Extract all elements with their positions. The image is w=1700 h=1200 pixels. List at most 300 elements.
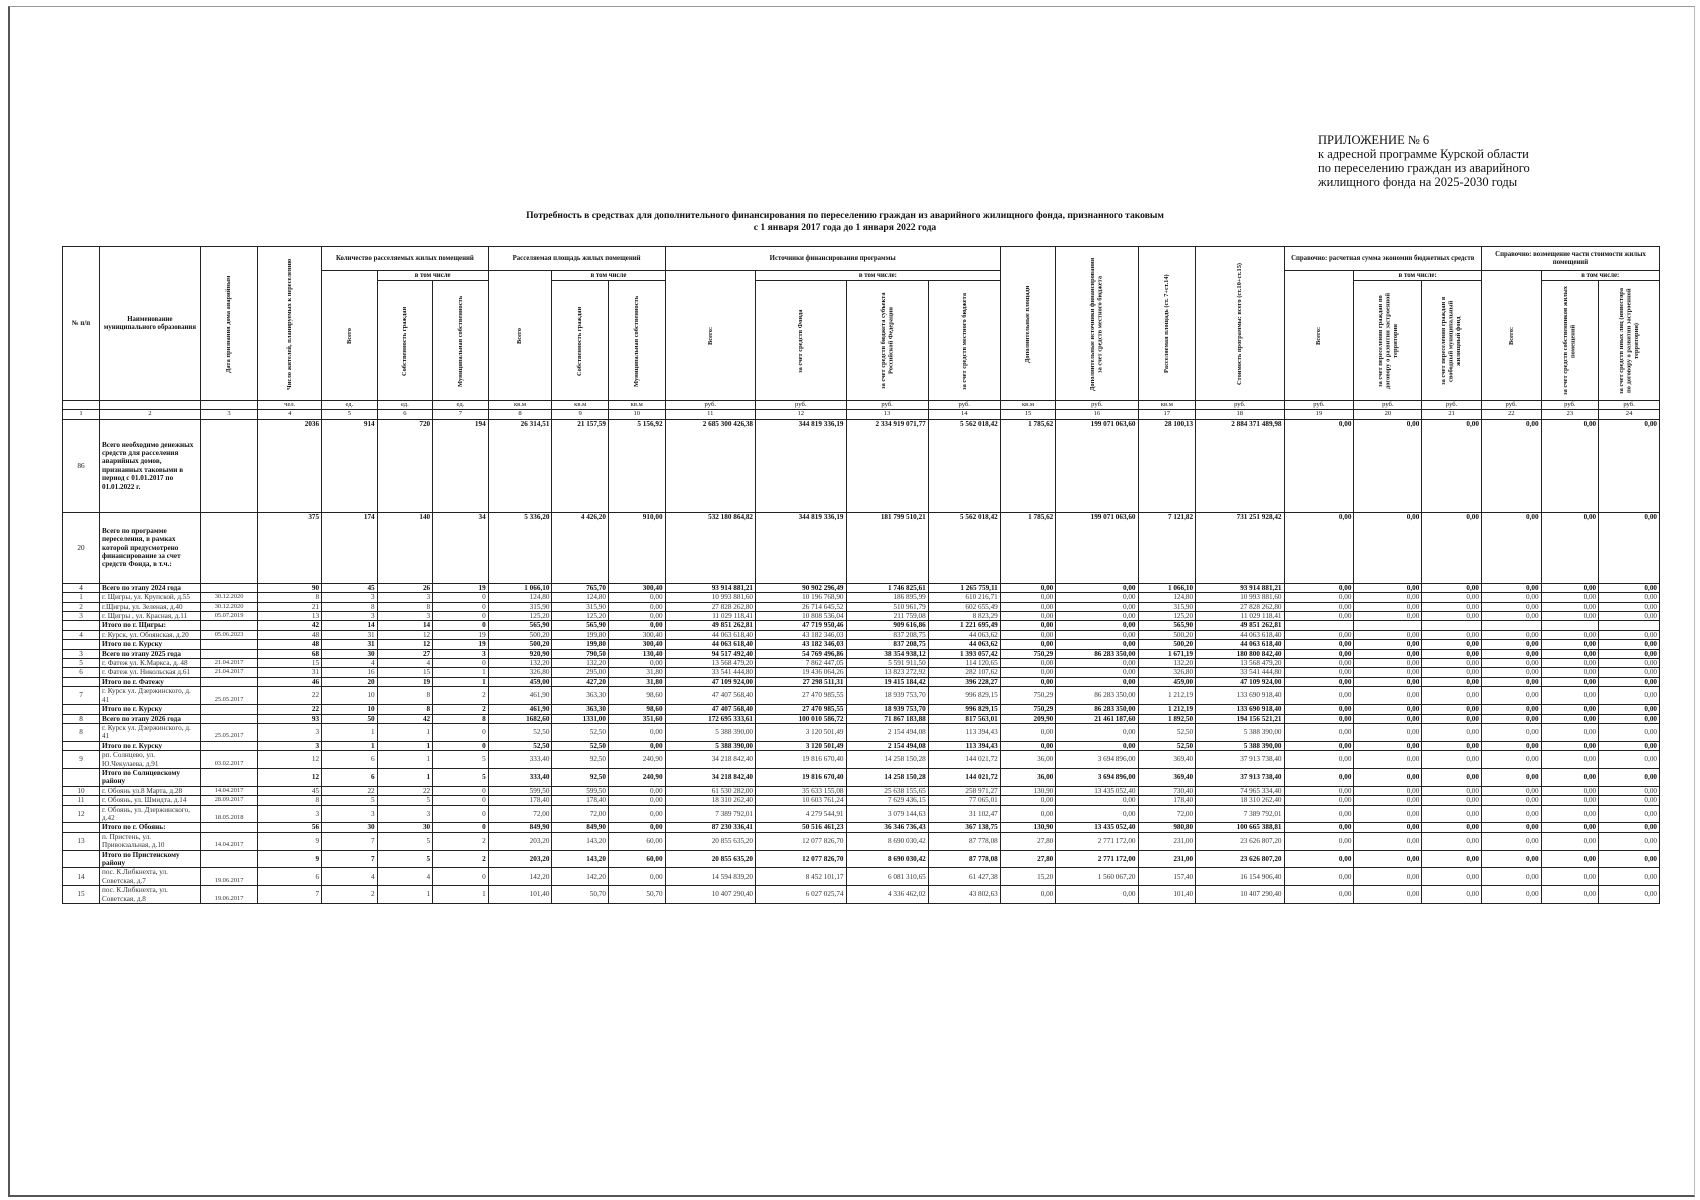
row-name-cell: п. Пристень, ул. Привокзальная, д.10 bbox=[100, 832, 201, 850]
row-value-cell: 8 bbox=[377, 602, 433, 611]
row-value-cell: 300,40 bbox=[608, 630, 665, 639]
row-value-cell: 0 bbox=[433, 805, 489, 823]
unit-cell: руб. bbox=[1599, 401, 1660, 410]
row-value-cell: 0,00 bbox=[1354, 630, 1422, 639]
row-value-cell: 0,00 bbox=[1354, 705, 1422, 714]
row-value-cell: 22 bbox=[322, 786, 378, 795]
row-date-cell: 21.04.2017 bbox=[200, 668, 258, 677]
row-value-cell: 56 bbox=[258, 823, 322, 832]
row-value-cell: 100 665 388,81 bbox=[1196, 823, 1284, 832]
row-value-cell: 0,00 bbox=[1541, 593, 1599, 602]
row-date-cell bbox=[200, 419, 258, 512]
row-value-cell: 47 109 924,00 bbox=[1196, 677, 1284, 686]
row-value-cell: 74 965 334,40 bbox=[1196, 786, 1284, 795]
appendix-line-3: по переселению граждан из аварийного bbox=[1318, 161, 1530, 175]
row-value-cell: 1 066,10 bbox=[1138, 583, 1196, 592]
row-value-cell: 26 bbox=[377, 583, 433, 592]
row-value-cell: 0,00 bbox=[1284, 768, 1354, 786]
row-value-cell: 0,00 bbox=[1599, 868, 1660, 886]
row-value-cell: 0,00 bbox=[1284, 640, 1354, 649]
row-value-cell: 31 bbox=[322, 630, 378, 639]
row-value-cell: 23 626 807,20 bbox=[1196, 850, 1284, 868]
row-value-cell: 0,00 bbox=[1599, 850, 1660, 868]
row-value-cell: 0,00 bbox=[1284, 832, 1354, 850]
row-value-cell: 599,50 bbox=[488, 786, 552, 795]
row-value-cell: 19 816 670,40 bbox=[756, 751, 846, 769]
row-value-cell: 0,00 bbox=[1599, 419, 1660, 512]
unit-cell: руб. bbox=[756, 401, 846, 410]
row-value-cell: 0,00 bbox=[608, 786, 665, 795]
row-value-cell: 2 bbox=[433, 832, 489, 850]
row-value-cell: 2 bbox=[433, 850, 489, 868]
column-number-cell: 17 bbox=[1138, 410, 1196, 419]
row-value-cell: 130,40 bbox=[608, 649, 665, 658]
row-value-cell: 0,00 bbox=[1422, 630, 1482, 639]
row-value-cell: 0 bbox=[433, 868, 489, 886]
row-value-cell: 26 314,51 bbox=[488, 419, 552, 512]
row-value-cell: 20 bbox=[322, 677, 378, 686]
row-value-cell: 93 914 881,21 bbox=[1196, 583, 1284, 592]
row-value-cell: 0,00 bbox=[1056, 677, 1138, 686]
row-value-cell: 0,00 bbox=[1599, 649, 1660, 658]
row-date-cell bbox=[200, 850, 258, 868]
row-value-cell: 0 bbox=[433, 602, 489, 611]
row-value-cell: 132,20 bbox=[488, 659, 552, 668]
row-value-cell: 34 bbox=[433, 512, 489, 583]
row-value-cell: 6 027 025,74 bbox=[756, 886, 846, 904]
unit-cell: чел. bbox=[258, 401, 322, 410]
unit-cell: руб. bbox=[846, 401, 928, 410]
row-date-cell bbox=[200, 823, 258, 832]
row-value-cell: 43 802,63 bbox=[928, 886, 1000, 904]
row-value-cell: 5 bbox=[433, 768, 489, 786]
column-number-cell: 24 bbox=[1599, 410, 1660, 419]
row-value-cell: 98,60 bbox=[608, 687, 665, 705]
row-value-cell: 178,40 bbox=[1138, 796, 1196, 805]
row-value-cell: 48 bbox=[258, 630, 322, 639]
row-value-cell: 427,20 bbox=[552, 677, 609, 686]
column-number-cell: 13 bbox=[846, 410, 928, 419]
row-value-cell: 0,00 bbox=[1481, 659, 1541, 668]
header-extra-sources-text: Дополнительные источники финансирования за счет средств местного бюджета bbox=[1089, 256, 1104, 391]
row-number-cell bbox=[63, 640, 100, 649]
row-value-cell: 4 bbox=[322, 868, 378, 886]
row-value-cell: 0,00 bbox=[1284, 593, 1354, 602]
row-value-cell: 7 389 792,01 bbox=[1196, 805, 1284, 823]
row-value-cell: 282 107,62 bbox=[928, 668, 1000, 677]
row-value-cell: 344 819 336,19 bbox=[756, 419, 846, 512]
row-value-cell: 2 685 300 426,38 bbox=[665, 419, 755, 512]
row-value-cell: 0,00 bbox=[1284, 649, 1354, 658]
row-value-cell: 0 bbox=[433, 796, 489, 805]
row-value-cell: 0,00 bbox=[1284, 705, 1354, 714]
table-row bbox=[63, 687, 1660, 705]
row-value-cell: 0,00 bbox=[1354, 649, 1422, 658]
row-value-cell: 28 100,13 bbox=[1138, 419, 1196, 512]
row-number-cell: 20 bbox=[63, 512, 100, 583]
row-value-cell: 209,90 bbox=[1000, 714, 1056, 723]
unit-cell: кв.м bbox=[1138, 401, 1196, 410]
column-number-cell: 22 bbox=[1481, 410, 1541, 419]
row-value-cell: 0,00 bbox=[1284, 512, 1354, 583]
row-value-cell: 3 120 501,49 bbox=[756, 723, 846, 741]
row-value-cell: 0,00 bbox=[1284, 741, 1354, 750]
row-value-cell: 0,00 bbox=[1354, 823, 1422, 832]
title-line-2: с 1 января 2017 года до 1 января 2022 года bbox=[753, 222, 937, 233]
row-value-cell: 3 bbox=[433, 649, 489, 658]
row-value-cell: 8 452 101,17 bbox=[756, 868, 846, 886]
row-value-cell: 0,00 bbox=[1354, 723, 1422, 741]
row-value-cell: 0,00 bbox=[1000, 602, 1056, 611]
row-value-cell: 52,50 bbox=[1138, 741, 1196, 750]
appendix-line-1: ПРИЛОЖЕНИЕ № 6 bbox=[1318, 133, 1430, 147]
unit-cell bbox=[63, 401, 100, 410]
table-row bbox=[63, 832, 1660, 850]
row-value-cell: 0,00 bbox=[1541, 723, 1599, 741]
row-value-cell: 54 769 496,86 bbox=[756, 649, 846, 658]
row-value-cell: 0,00 bbox=[1541, 741, 1599, 750]
row-value-cell: 910,00 bbox=[608, 512, 665, 583]
row-value-cell bbox=[1422, 621, 1482, 630]
row-value-cell: 0,00 bbox=[1481, 723, 1541, 741]
row-value-cell: 0,00 bbox=[1354, 687, 1422, 705]
row-value-cell: 0,00 bbox=[1000, 796, 1056, 805]
row-name-cell: Итого по г. Обоянь: bbox=[100, 823, 201, 832]
row-value-cell: 459,00 bbox=[1138, 677, 1196, 686]
row-value-cell: 9 bbox=[258, 832, 322, 850]
header-regional bbox=[846, 281, 928, 401]
row-value-cell: 790,50 bbox=[552, 649, 609, 658]
header-extra-area bbox=[1000, 247, 1056, 401]
row-value-cell: 14 594 839,20 bbox=[665, 868, 755, 886]
header-date bbox=[200, 247, 258, 401]
row-value-cell: 0,00 bbox=[1599, 714, 1660, 723]
row-value-cell: 750,29 bbox=[1000, 649, 1056, 658]
row-value-cell: 199 071 063,60 bbox=[1056, 419, 1138, 512]
row-value-cell: 203,20 bbox=[488, 850, 552, 868]
row-value-cell: 0 bbox=[433, 741, 489, 750]
row-value-cell: 0,00 bbox=[1422, 602, 1482, 611]
header-program-cost-text: Стоимость программы: всего (ст.10+ст.15) bbox=[1236, 262, 1244, 385]
header-area-citizens bbox=[552, 281, 609, 401]
row-value-cell: 0,00 bbox=[1056, 612, 1138, 621]
header-savings-free bbox=[1422, 281, 1482, 401]
table-row bbox=[63, 593, 1660, 602]
row-value-cell: 47 109 924,00 bbox=[665, 677, 755, 686]
row-number-cell: 5 bbox=[63, 659, 100, 668]
row-number-cell bbox=[63, 768, 100, 786]
row-value-cell: 71 867 183,88 bbox=[846, 714, 928, 723]
row-number-cell: 13 bbox=[63, 832, 100, 850]
row-value-cell: 1 bbox=[377, 741, 433, 750]
row-value-cell: 77 065,01 bbox=[928, 796, 1000, 805]
row-value-cell: 21 461 187,60 bbox=[1056, 714, 1138, 723]
row-value-cell: 18 310 262,40 bbox=[1196, 796, 1284, 805]
row-value-cell: 44 063 618,40 bbox=[1196, 640, 1284, 649]
row-value-cell: 0,00 bbox=[1056, 583, 1138, 592]
row-value-cell: 8 bbox=[322, 602, 378, 611]
row-name-cell: г. Обоянь, ул. Дзержинского, д.42 bbox=[100, 805, 201, 823]
table-row bbox=[63, 850, 1660, 868]
row-value-cell: 0,00 bbox=[1541, 751, 1599, 769]
row-name-cell: рп. Солнцево, ул. Ю.Чекулаева, д.91 bbox=[100, 751, 201, 769]
header-local-text: за счет средств местного бюджета bbox=[960, 291, 968, 390]
row-value-cell: 5 388 390,00 bbox=[1196, 741, 1284, 750]
column-number-cell: 4 bbox=[258, 410, 322, 419]
row-value-cell: 0,00 bbox=[1481, 805, 1541, 823]
row-value-cell: 0,00 bbox=[1481, 741, 1541, 750]
row-value-cell: 19 436 064,26 bbox=[756, 668, 846, 677]
row-value-cell: 0,00 bbox=[1599, 796, 1660, 805]
row-date-cell bbox=[200, 649, 258, 658]
row-value-cell: 33 541 444,80 bbox=[665, 668, 755, 677]
row-value-cell: 0,00 bbox=[608, 805, 665, 823]
row-value-cell: 461,90 bbox=[488, 687, 552, 705]
row-value-cell: 0,00 bbox=[1284, 805, 1354, 823]
row-value-cell: 0,00 bbox=[608, 593, 665, 602]
row-value-cell: 30 bbox=[377, 823, 433, 832]
row-value-cell: 87 778,08 bbox=[928, 832, 1000, 850]
row-value-cell: 1 066,10 bbox=[488, 583, 552, 592]
row-value-cell: 0,00 bbox=[1422, 677, 1482, 686]
row-value-cell: 0,00 bbox=[1541, 768, 1599, 786]
row-value-cell: 344 819 336,19 bbox=[756, 512, 846, 583]
header-extra-area-text: Дополнительные площади bbox=[1024, 284, 1032, 363]
row-value-cell: 599,50 bbox=[552, 786, 609, 795]
row-value-cell: 0,00 bbox=[1000, 668, 1056, 677]
row-value-cell: 19 415 184,42 bbox=[846, 677, 928, 686]
row-value-cell: 7 629 436,15 bbox=[846, 796, 928, 805]
row-value-cell: 0,00 bbox=[1541, 630, 1599, 639]
row-value-cell: 132,20 bbox=[552, 659, 609, 668]
row-value-cell: 10 808 536,04 bbox=[756, 612, 846, 621]
row-value-cell: 133 690 918,40 bbox=[1196, 705, 1284, 714]
row-value-cell: 0 bbox=[433, 823, 489, 832]
header-sources-total bbox=[665, 271, 755, 401]
row-value-cell: 0,00 bbox=[1599, 668, 1660, 677]
row-number-cell: 4 bbox=[63, 583, 100, 592]
row-value-cell: 0,00 bbox=[1541, 659, 1599, 668]
row-value-cell: 837 208,75 bbox=[846, 630, 928, 639]
row-value-cell: 124,80 bbox=[488, 593, 552, 602]
row-value-cell: 133 690 918,40 bbox=[1196, 687, 1284, 705]
row-value-cell: 0,00 bbox=[1422, 886, 1482, 904]
row-value-cell: 0,00 bbox=[1284, 677, 1354, 686]
row-value-cell: 33 541 444,80 bbox=[1196, 668, 1284, 677]
row-value-cell: 1 bbox=[433, 886, 489, 904]
row-value-cell: 0,00 bbox=[608, 868, 665, 886]
row-value-cell: 0,00 bbox=[1599, 705, 1660, 714]
row-date-cell: 03.02.2017 bbox=[200, 751, 258, 769]
row-value-cell: 194 bbox=[433, 419, 489, 512]
unit-cell: руб. bbox=[1284, 401, 1354, 410]
row-value-cell: 0,00 bbox=[1284, 823, 1354, 832]
row-value-cell: 8 690 030,42 bbox=[846, 850, 928, 868]
column-number-cell: 10 bbox=[608, 410, 665, 419]
row-value-cell: 0,00 bbox=[1481, 768, 1541, 786]
row-value-cell: 0,00 bbox=[1354, 593, 1422, 602]
row-name-cell: Итого по Солнцевскому району bbox=[100, 768, 201, 786]
row-value-cell: 0,00 bbox=[1354, 868, 1422, 886]
row-value-cell: 720 bbox=[377, 419, 433, 512]
row-value-cell: 30 bbox=[322, 649, 378, 658]
row-name-cell: г. Обоянь ул.8 Марта, д.28 bbox=[100, 786, 201, 795]
row-value-cell: 0,00 bbox=[1599, 886, 1660, 904]
unit-cell: руб. bbox=[928, 401, 1000, 410]
row-date-cell: 28.09.2017 bbox=[200, 796, 258, 805]
row-value-cell: 7 bbox=[258, 886, 322, 904]
row-value-cell: 0,00 bbox=[1000, 583, 1056, 592]
row-value-cell: 3 bbox=[322, 593, 378, 602]
header-rooms-citizens-text: Собственность граждан bbox=[401, 305, 409, 376]
row-value-cell: 31 bbox=[258, 668, 322, 677]
row-value-cell: 0,00 bbox=[1354, 741, 1422, 750]
row-value-cell: 4 426,20 bbox=[552, 512, 609, 583]
table-row bbox=[63, 886, 1660, 904]
row-value-cell: 0,00 bbox=[1422, 832, 1482, 850]
table-row bbox=[63, 714, 1660, 723]
row-value-cell: 0,00 bbox=[1056, 668, 1138, 677]
row-value-cell: 13 568 479,20 bbox=[1196, 659, 1284, 668]
row-value-cell: 0,00 bbox=[1354, 602, 1422, 611]
row-value-cell: 86 283 350,00 bbox=[1056, 649, 1138, 658]
row-value-cell: 2 884 371 489,98 bbox=[1196, 419, 1284, 512]
row-value-cell: 19 bbox=[377, 677, 433, 686]
row-value-cell: 0,00 bbox=[1354, 751, 1422, 769]
row-date-cell bbox=[200, 621, 258, 630]
unit-cell bbox=[100, 401, 201, 410]
row-value-cell: 0,00 bbox=[1284, 583, 1354, 592]
row-number-cell: 15 bbox=[63, 886, 100, 904]
table-row bbox=[63, 659, 1660, 668]
row-value-cell: 0,00 bbox=[1284, 886, 1354, 904]
row-value-cell: 0,00 bbox=[1422, 741, 1482, 750]
unit-cell: кв.м bbox=[608, 401, 665, 410]
row-value-cell: 144 021,72 bbox=[928, 751, 1000, 769]
row-value-cell: 0,00 bbox=[1481, 583, 1541, 592]
column-number-cell: 2 bbox=[100, 410, 201, 419]
row-value-cell: 10 bbox=[322, 705, 378, 714]
row-value-cell: 7 862 447,05 bbox=[756, 659, 846, 668]
row-name-cell: Итого по Пристенскому району bbox=[100, 850, 201, 868]
row-value-cell: 4 bbox=[322, 659, 378, 668]
row-value-cell: 1 560 067,20 bbox=[1056, 868, 1138, 886]
row-value-cell: 0,00 bbox=[1422, 419, 1482, 512]
table-row bbox=[63, 649, 1660, 658]
row-value-cell: 22 bbox=[377, 786, 433, 795]
row-value-cell: 10 407 290,40 bbox=[665, 886, 755, 904]
row-value-cell bbox=[1481, 621, 1541, 630]
row-value-cell: 0,00 bbox=[1056, 621, 1138, 630]
row-value-cell: 0,00 bbox=[1056, 741, 1138, 750]
row-value-cell: 113 394,43 bbox=[928, 723, 1000, 741]
row-value-cell: 45 bbox=[322, 583, 378, 592]
row-value-cell: 300,40 bbox=[608, 583, 665, 592]
row-value-cell: 8 bbox=[377, 705, 433, 714]
row-value-cell: 0,00 bbox=[1000, 886, 1056, 904]
row-value-cell: 0 bbox=[433, 593, 489, 602]
row-value-cell: 0,00 bbox=[1481, 649, 1541, 658]
row-date-cell: 19.06.2017 bbox=[200, 868, 258, 886]
header-rooms-in-total: в том числе bbox=[377, 271, 488, 281]
row-value-cell: 194 156 521,21 bbox=[1196, 714, 1284, 723]
row-date-cell bbox=[200, 583, 258, 592]
row-value-cell: 10 993 881,60 bbox=[665, 593, 755, 602]
row-value-cell: 0,00 bbox=[1481, 630, 1541, 639]
row-value-cell: 1 212,19 bbox=[1138, 705, 1196, 714]
row-value-cell: 87 778,08 bbox=[928, 850, 1000, 868]
row-name-cell: г. Курск ул. Дзержинского, д. 41 bbox=[100, 723, 201, 741]
header-rooms-municipal bbox=[433, 281, 489, 401]
header-sources-in-total: в том числе: bbox=[756, 271, 1001, 281]
row-value-cell: 60,00 bbox=[608, 850, 665, 868]
row-value-cell: 333,40 bbox=[488, 751, 552, 769]
row-value-cell: 5 388 390,00 bbox=[665, 741, 755, 750]
row-value-cell: 0,00 bbox=[1481, 823, 1541, 832]
row-value-cell: 0,00 bbox=[1422, 512, 1482, 583]
row-value-cell: 0,00 bbox=[1422, 868, 1482, 886]
row-number-cell: 9 bbox=[63, 751, 100, 769]
row-value-cell: 0,00 bbox=[608, 796, 665, 805]
row-value-cell: 1 bbox=[433, 677, 489, 686]
row-value-cell: 13 435 052,40 bbox=[1056, 823, 1138, 832]
table-row bbox=[63, 512, 1660, 583]
row-number-cell: 8 bbox=[63, 723, 100, 741]
row-value-cell: 18 939 753,70 bbox=[846, 687, 928, 705]
row-value-cell: 3 bbox=[377, 805, 433, 823]
header-rooms-citizens bbox=[377, 281, 433, 401]
row-value-cell: 0,00 bbox=[608, 823, 665, 832]
row-value-cell: 0,00 bbox=[1056, 723, 1138, 741]
table-body bbox=[63, 419, 1660, 903]
row-date-cell bbox=[200, 714, 258, 723]
row-value-cell: 500,20 bbox=[488, 640, 552, 649]
row-value-cell: 5 562 018,42 bbox=[928, 419, 1000, 512]
header-fund-text: за счет средств Фонда bbox=[797, 308, 804, 373]
row-value-cell: 231,00 bbox=[1138, 850, 1196, 868]
row-value-cell: 1 bbox=[322, 723, 378, 741]
row-value-cell: 0,00 bbox=[1422, 583, 1482, 592]
column-number-cell: 11 bbox=[665, 410, 755, 419]
row-value-cell: 0,00 bbox=[1354, 583, 1422, 592]
row-value-cell: 0,00 bbox=[1284, 850, 1354, 868]
row-value-cell: 22 bbox=[258, 687, 322, 705]
row-value-cell: 52,50 bbox=[488, 723, 552, 741]
row-value-cell: 0,00 bbox=[1354, 419, 1422, 512]
row-value-cell: 20 855 635,20 bbox=[665, 850, 755, 868]
row-value-cell: 500,20 bbox=[1138, 630, 1196, 639]
row-value-cell: 0,00 bbox=[1541, 832, 1599, 850]
row-value-cell: 8 bbox=[258, 796, 322, 805]
row-value-cell: 0,00 bbox=[1481, 687, 1541, 705]
row-value-cell: 5 bbox=[377, 832, 433, 850]
table-row bbox=[63, 419, 1660, 512]
row-value-cell: 0,00 bbox=[1541, 868, 1599, 886]
row-value-cell: 0,00 bbox=[1422, 768, 1482, 786]
row-value-cell: 199 071 063,60 bbox=[1056, 512, 1138, 583]
row-value-cell: 300,40 bbox=[608, 640, 665, 649]
header-program-cost bbox=[1196, 247, 1284, 401]
row-value-cell: 72,00 bbox=[488, 805, 552, 823]
row-value-cell bbox=[1599, 621, 1660, 630]
row-name-cell: Всего по этапу 2026 года bbox=[100, 714, 201, 723]
row-value-cell: 0,00 bbox=[1284, 868, 1354, 886]
row-value-cell: 0,00 bbox=[1422, 705, 1482, 714]
row-value-cell: 45 bbox=[258, 786, 322, 795]
header-area-municipal bbox=[608, 281, 665, 401]
unit-cell: кв.м bbox=[1000, 401, 1056, 410]
row-value-cell: 461,90 bbox=[488, 705, 552, 714]
